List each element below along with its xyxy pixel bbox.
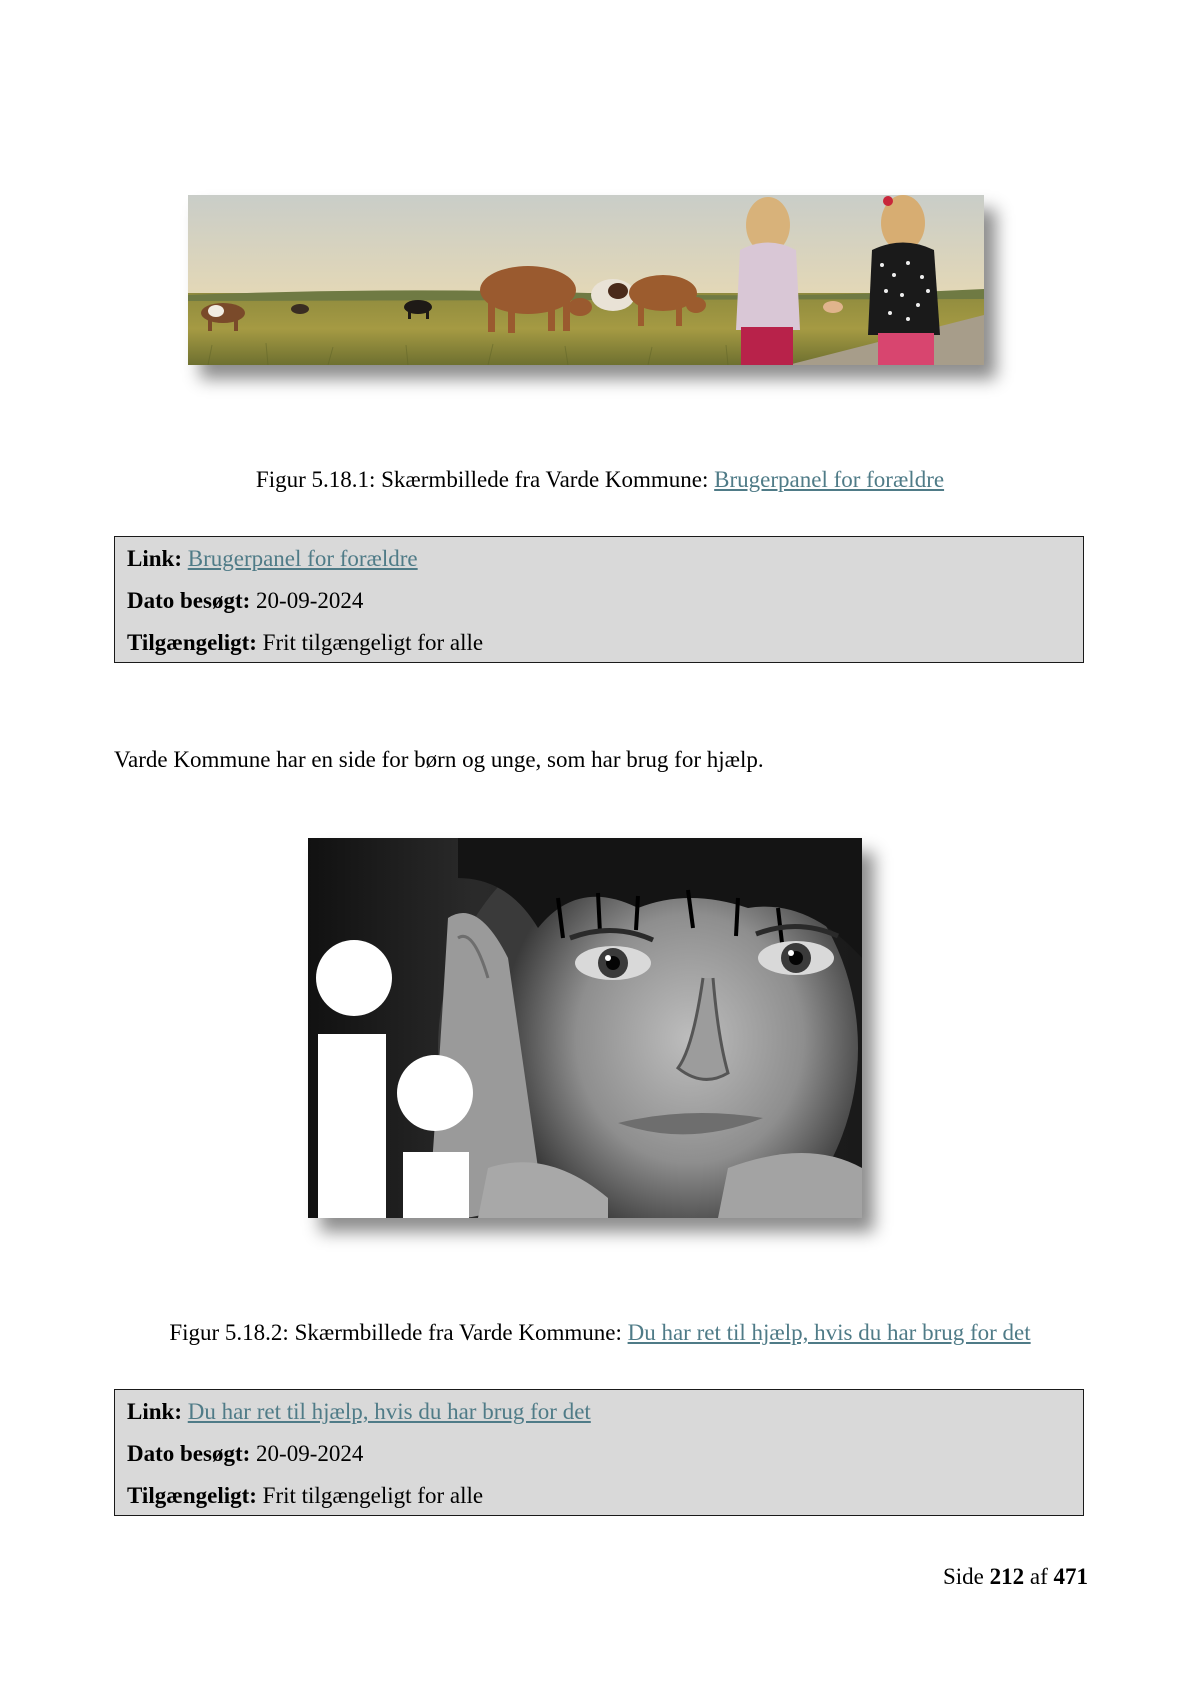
page-side-label: Side — [942, 1564, 984, 1589]
child-portrait-photo — [308, 838, 862, 1218]
page-total: 471 — [1053, 1564, 1088, 1589]
source-info-box-1 — [114, 536, 1084, 663]
date-row — [127, 1434, 1071, 1476]
source-link[interactable]: Brugerpanel for forældre — [187, 546, 418, 571]
cows-and-girls-photo — [188, 195, 984, 365]
page-current: 212 — [989, 1564, 1025, 1589]
figure-2-caption — [0, 1318, 1200, 1348]
body-paragraph: Varde Kommune har en side for børn og unge, som har brug for hjælp. — [114, 747, 764, 772]
access-label: Tilgængeligt: — [127, 1483, 257, 1508]
link-row — [127, 1392, 1071, 1434]
figure-1-image — [188, 195, 984, 365]
link-row — [127, 539, 1071, 581]
link-label: Link: — [127, 1399, 182, 1424]
figure-2-caption-text: Figur 5.18.2: Skærmbillede fra Varde Kommune: — [169, 1320, 628, 1345]
date-label: Dato besøgt: — [127, 588, 251, 613]
figure-1-caption — [0, 465, 1200, 495]
date-label: Dato besøgt: — [127, 1441, 251, 1466]
access-value: Frit tilgængeligt for alle — [262, 1483, 484, 1508]
page-of-label: af — [1029, 1564, 1048, 1589]
page-number — [943, 1562, 1088, 1592]
figure-1-caption-link[interactable]: Brugerpanel for forældre — [714, 467, 945, 492]
figure-2-caption-link[interactable]: Du har ret til hjælp, hvis du har brug for det — [627, 1320, 1031, 1345]
source-info-box-2 — [114, 1389, 1084, 1516]
figure-1-caption-text: Figur 5.18.1: Skærmbillede fra Varde Kommune: — [255, 467, 715, 492]
date-value: 20-09-2024 — [256, 1441, 364, 1466]
date-row — [127, 581, 1071, 623]
link-label: Link: — [127, 546, 182, 571]
access-value: Frit tilgængeligt for alle — [262, 630, 484, 655]
access-label: Tilgængeligt: — [127, 630, 257, 655]
access-row — [127, 623, 1071, 665]
date-value: 20-09-2024 — [256, 588, 364, 613]
access-row — [127, 1476, 1071, 1518]
figure-2-image — [308, 838, 862, 1218]
source-link[interactable]: Du har ret til hjælp, hvis du har brug for det — [187, 1399, 591, 1424]
